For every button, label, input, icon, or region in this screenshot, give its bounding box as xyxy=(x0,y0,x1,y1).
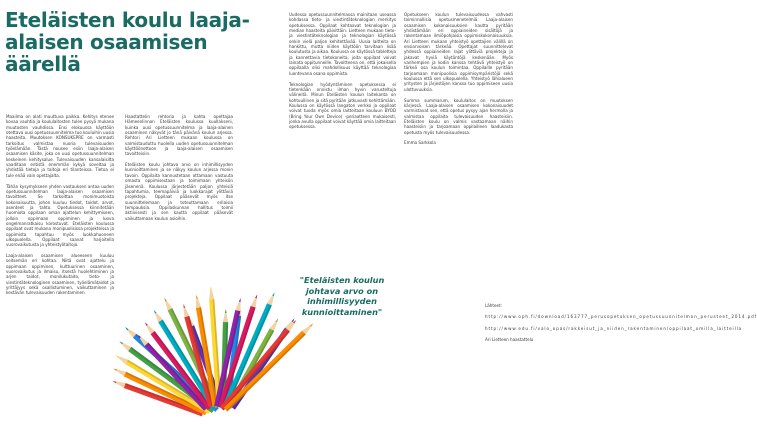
paragraph: Haastattelin rehtoria ja kahta opettajaa Hämeenlinnan Eteläisten koulussa kuullakseni, kuinka uusi opetussuunnitelma ja laaja-alainen osaaminen näkyvät jo tänä päivänä koulun arjessa. Rehtori Ari Lietteen mukaan koulussa on valmistauduttu huolella uuden opetussuunnitelman käyttöönottoon ja laaja-alaisen osaamisen tavoitteisiin. xyxy=(125,114,233,157)
references-section xyxy=(485,303,757,349)
paragraph: Teknologian hyödyntäminen opetuksessa ei tietenkään onnistu ilman hyvin varusteltuja välineitä. Minun Eteläisten koulun laitekanta on kohtuullinen ja sitä pyritään jatkuvasti kehittämään. Koulussa on käytössä langaton verkko ja oppilaat voivat tuoda myös omia laitteitaan kouluun BYOD (Bring Your Own Device) -periaatteen mukaisesti, jonka avulla oppilaat voivat käyttää omia laitteitaan opetuksessa. xyxy=(289,81,396,130)
reference-link[interactable]: http://www.oph.fi/download/163777_perusopetuksen_opetussuunnitelman_perusteet_2014.pdf xyxy=(485,314,757,320)
references-heading: Lähteet: xyxy=(485,303,503,308)
paragraph: Laaja-alaisen osaamisen alueeseen kuuluu seitsemän eri kohtaa. Niitä ovat ajattelu ja oppimaan oppiminen, kulttuurinen osaaminen, vuorovaikutus ja ilmaisu, itsestä huolehtiminen ja arjen taidot, monilukutaito, tieto- ja viestintäteknologinen osaaminen, työelämätaidot ja yrittäjyys sekä osallistuminen, vaikuttaminen ja kestävän tulevaisuuden rakentaminen. xyxy=(6,253,114,296)
paragraph: Maailma on alati muuttuva paikka. Kehitys etenee kovaa vauhtia ja koululaitosten tulee pysyä mukana muutosten vauhdissa. Ensi elokuussa käyttöön otettava uusi opetussuunnitelma tuo kouluihin uusia haasteita. Muutoksen KONSUKEPRE on varmasti tarkoitus valmistaa nuoria tulevaisuuden työelämään. Tästä nousee esiin laaja-alaisen osaamisen käsite, joka on uusi opetussuunnitelman keskeinen kehitysalue. Tulevaisuuden kansalaisilta vaaditaan entistä enemmän kykyä soveltaa ja yhdistää tietoja ja taitoja eri tilanteissa. Tietoa ei tule enää vain opettajalta. xyxy=(6,114,114,178)
colored-pencils-image xyxy=(150,270,290,420)
text-column-1 xyxy=(6,114,114,301)
paragraph: Opetukseen koulun tulevaisuudessa vahvasti toiminnallisia opetusmenetelmiä. Laaja-alaisen osaamisen kokonaisuuksien kautta pyritään yhdistämään eri oppiaineiden sisältöjä ja rakentamaan ilmiöpohjaisia oppimiskokonaisuuksia. Ari Lietteen mukaan yhteistyö opettajien välillä on ensiarvoisen tärkeää. Opettajat suunnittelevat yhdessä oppiaineiden rajat ylittäviä projekteja ja jakavat hyviä käytäntöjä keskenään. Myös vanhempien ja kodin kanssa tehtävä yhteistyö on tärkeä osa koulun toimintaa. Oppilaille pyritään tarjoamaan monipuolisia oppimisympäristöjä sekä koulussa että sen ulkopuolella. Yhteistyö lähialueen yritysten ja järjestöjen kanssa tuo oppimiseen uusia ulottuvuuksia. xyxy=(404,12,513,92)
text-column-2 xyxy=(125,114,233,226)
pull-quote: "Eteläisten koulun johtava arvo on inhimillisyyden kunnioittaminen" xyxy=(299,275,385,317)
author-signature: Emma Sarkkola xyxy=(404,140,436,146)
paragraph: Uudessa opetussuunnitelmassa mainitaan useassa kohdassa tieto- ja viestintäteknologian merkitys opetuksessa. Oppilaat kohtaavat teknologian ja median haasteita päivittäin. Lietteen mukaan tieto- ja viestintäteknologian ja teknologian käytössä onkin vielä paljon kehitettävää. Uusia laitteita on hankittu, mutta niiden käyttöön tarvitaan lisää koulutusta ja aikaa. Koulussa on käytössä tabletteja ja kannettavia tietokoneita, joita oppilaat voivat lainata oppitunneille. Tavoitteena on, että jokaisella oppilaalla olisi mahdollisuus käyttää teknologiaa luontevana osana oppimista. xyxy=(289,12,396,76)
text-column-3 xyxy=(289,12,396,135)
text-column-4 xyxy=(404,12,513,151)
article-headline: Eteläisten koulu laaja-alaisen osaamisen äärellä xyxy=(5,8,250,76)
reference-item: Ari Lietteen haastattelu xyxy=(485,337,534,343)
paragraph: Summa summarum, koululaitos on muutoksen kärjessä. Laaja-alaisen osaamisen kokonaisuudet varmistavat sen, että opetus pysyy ajan hermolla ja valmistaa oppilaita tulevaisuuden haasteisiin. Eteläisten koulu on valmis vastaamaan näihin haasteisiin ja tarjoamaan oppilailleen laadukasta opetusta myös tulevaisuudessa. xyxy=(404,97,513,135)
paragraph: Eteläisten koulu johtava arvo on inhimillisyyden kunnioittaminen ja se näkyy koulun arjessa monin tavoin. Oppilaita kannustetaan ottamaan vastuuta omasta oppimisestaan ja toimimaan yhteisön jäsenenä. Koulussa järjestetään paljon yhteisiä tapahtumia, teemapäiviä ja luokkarajat ylittäviä projekteja. Oppilaat pääsevät myös itse suunnittelemaan ja toteuttamaan erilaisia tempauksia. Oppilaskunnan hallitus toimii aktiivisesti ja sen kautta oppilaat pääsevät vaikuttamaan koulun asioihin. xyxy=(125,162,233,221)
paragraph: Tähän kysymykseen yhden vastauksen antaa uuden opetussuunnitelman laaja-alaisen osaamisen tavoitteet. Se tarkoittaa monimuotoista kokonaisuutta, johon kuuluu tiedot, taidot, arvot, asenteet ja tahto. Opetuksessa kiinnitetään huomiota oppilaan oman ajattelun kehittymiseen, jolloin oppimaan oppiminen ja luova ongelmanratkaisu korostuvat. Eteläisten koulussa oppilaat ovat mukana monipuolisissa projekteissa ja oppimista tapahtuu myös luokkahuoneen ulkopuolella. Oppilaat saavat harjoitella vuorovaikutusta ja yhteistyötaitoja. xyxy=(6,183,114,248)
reference-link[interactable]: http://www.edu.fi/valo_opas/rakkeisut_ja_niiden_rakentaminen/oppilaat_omilla_laitteilla xyxy=(485,325,743,331)
